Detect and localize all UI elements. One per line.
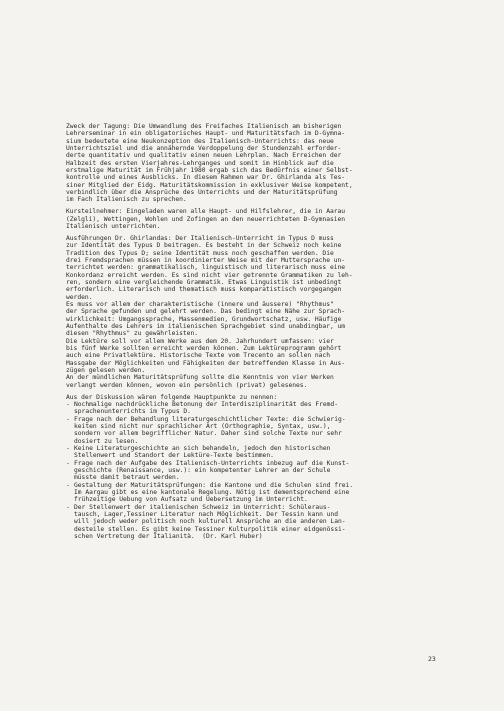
dash-marker: - bbox=[66, 503, 70, 511]
text-line: (Zelgli), Wettingen, Wohlen und Zofingen an den neuerrichteten D-Gymnasien bbox=[66, 215, 346, 223]
text-line: siner Mitglied der Eidg. Maturitätskommission in exklusiver Weise kompetent, bbox=[66, 181, 353, 189]
text-line: Frage nach der Behandlung literaturgeschichtlicher Texte: die Schwierig- bbox=[74, 415, 346, 423]
text-line: bis fünf Werke sollten erreicht werden können. Zum Lektüreprogramm gehört bbox=[66, 344, 342, 352]
text-line: sprachenunterrichts im Typus D. bbox=[74, 408, 191, 416]
text-line: keiten sind nicht nur sprachlicher Art (Orthographie, Syntax, usw.), bbox=[74, 422, 331, 430]
text-line: im Fach Italienisch zu sprechen. bbox=[66, 196, 187, 204]
text-line: kontrolle und eines Ausblicks. In diesem Rahmen war Dr. Ghirlanda als Tes- bbox=[66, 174, 346, 182]
text-line: An der mündlichen Maturitätsprüfung sollte die Kenntnis von vier Werken bbox=[66, 374, 334, 382]
list-item bbox=[66, 416, 462, 445]
text-line: auch eine Privatlektüre. Historische Texte vom Trecento an sollen nach bbox=[66, 352, 330, 360]
text-line: derte quantitativ und qualitativ einen neuen Lehrplan. Nach Erreichen der bbox=[66, 152, 342, 160]
text-line: zügen gelesen werden. bbox=[66, 367, 146, 374]
text-line: Die Lektüre soll vor allem Werke aus dem 20. Jahrhundert umfassen: vier bbox=[66, 337, 334, 345]
dash-marker: - bbox=[66, 415, 70, 423]
text-line: Konkordanz erreicht werden. Es sind nicht vier getrennte Grammatiken zu leh- bbox=[66, 271, 353, 279]
dash-marker: - bbox=[66, 444, 70, 452]
paragraph-purpose bbox=[66, 123, 462, 204]
list-item bbox=[66, 401, 462, 416]
paragraph-remarks bbox=[66, 235, 462, 389]
text-line: Lehrerseminar in ein obligatorisches Haupt- und Maturitätsfach im D-Gymna- bbox=[66, 130, 346, 138]
text-line: Ausführungen Dr. Ghirlandas: Der Italienisch-Unterricht im Typus D muss bbox=[66, 234, 334, 242]
text-line: Unterrichtsziel und die annähernde Verdoppelung der Stundenzahl erforder- bbox=[66, 145, 342, 153]
text-line: geschichte (Renaissance, usw.): ein kompetenter Lehrer an der Schule bbox=[74, 466, 331, 474]
text-line: Italienisch unterrichten. bbox=[66, 222, 161, 230]
discussion-section bbox=[66, 394, 462, 541]
text-line: Kursteilnehmer: Eingeladen waren alle Haupt- und Hilfslehrer, die in Aarau bbox=[66, 208, 346, 216]
list-item bbox=[66, 482, 462, 504]
text-line: der Sprache gefunden und gelehrt werden. Das bedingt eine Nähe zur Sprach- bbox=[66, 308, 346, 316]
text-line: diesen "Rhythmus" zu gewährleisten. bbox=[66, 330, 198, 338]
text-line: Massgabe der Möglichkeiten und Fähigkeiten der betreffenden Klasse in Aus- bbox=[66, 359, 346, 367]
text-line: sium bedeutete eine Neukonzeption des Italienisch-Unterrichts: das neue bbox=[66, 137, 334, 145]
text-line: Frage nach der Aufgabe des Italienisch-Unterrichts inbezug auf die Kunst- bbox=[74, 459, 350, 467]
list-item bbox=[66, 504, 462, 541]
text-line: ren, sondern eine vergleichende Grammatik. Etwas Linguistik ist unbedingt bbox=[66, 278, 342, 286]
text-line: Nochmalige nachdrückliche Betonung der Interdisziplinarität des Fremd- bbox=[74, 400, 338, 408]
text-line: Es muss vor allem der charakteristische (innere und äussere) "Rhythmus" bbox=[66, 300, 334, 308]
text-line: wirklichkeit: Umgangssprache, Massenmedien, Grundwortschatz, usw. Häufige bbox=[66, 315, 342, 323]
text-line: Aufenthalte des Lehrers im italienischen Sprachgebiet sind unabdingbar, um bbox=[66, 322, 346, 330]
text-line: erforderlich. Literarisch und thematisch muss komparatistisch vorgegangen bbox=[66, 286, 342, 294]
dash-marker: - bbox=[66, 459, 70, 467]
text-line: Halbzeit des ersten Vierjahres-Lehrganges und somit im Hinblick auf die bbox=[66, 159, 334, 167]
text-line: schen Vertretung der Italianità. (Dr. Karl Huber) bbox=[74, 533, 263, 541]
text-line: drei Fremdsprachen müssen in koordinierter Weise mit der Muttersprache un- bbox=[66, 256, 346, 264]
text-line: zur Identität des Typus D beitragen. Es besteht in der Schweiz noch keine bbox=[66, 242, 342, 250]
text-line: Tradition des Typus D; seine Identität muss noch geschaffen werden. Die bbox=[66, 249, 334, 257]
text-line: will jedoch weder politisch noch kulturell Ansprüche an die anderen Lan- bbox=[74, 518, 346, 526]
text-line: Der Stellenwert der italienischen Schweiz im Unterricht: Schüleraus- bbox=[74, 503, 331, 511]
paragraph-participants bbox=[66, 208, 462, 230]
text-line: dosiert zu lesen. bbox=[74, 437, 139, 445]
text-line: frühzeitige Uebung von Aufsatz und Uebersetzung im Unterricht. bbox=[74, 496, 308, 504]
discussion-list bbox=[66, 401, 462, 541]
text-line: müsste damit betraut werden. bbox=[74, 474, 180, 482]
text-line: Keine Literaturgeschichte an sich behandeln, jedoch den historischen bbox=[74, 444, 331, 452]
text-line: Gestaltung der Maturitätsprüfungen: die Kantone und die Schulen sind frei. bbox=[74, 481, 354, 489]
text-line: sondern vor allem begrifflicher Natur. Daher sind solche Texte nur sehr bbox=[74, 430, 342, 438]
text-line: verlangt werden können, wovon ein persönlich (privat) gelesenes. bbox=[66, 381, 308, 389]
text-line: Stellenwert und Standort der Lektüre-Texte bestimmen. bbox=[74, 452, 274, 460]
list-item bbox=[66, 445, 462, 460]
dash-marker: - bbox=[66, 400, 70, 408]
discussion-intro: Aus der Diskussion wären folgende Hauptpunkte zu nennen: bbox=[66, 393, 278, 401]
text-line: erstmalige Maturität im Frühjahr 1980 ergab sich das Bedürfnis einer Selbst- bbox=[66, 167, 353, 175]
document-body bbox=[66, 123, 462, 540]
text-line: werden. bbox=[66, 293, 93, 301]
text-line: tausch, Lager,Tessiner Literatur nach Möglichkeit. Der Tessin kann und bbox=[74, 511, 338, 519]
text-line: desteile stellen. Es gibt keine Tessiner Kulturpolitik einer eidgenössi- bbox=[74, 525, 346, 533]
text-line: Zweck der Tagung: Die Umwandlung des Freifaches Italienisch am bisherigen bbox=[66, 123, 342, 130]
page-number: 23 bbox=[428, 655, 436, 663]
text-line: terrichtet werden: grammatikalisch, linguistisch und literarisch muss eine bbox=[66, 264, 346, 272]
text-line: Im Aargau gibt es eine kantonale Regelung. Nötig ist dementsprechend eine bbox=[74, 489, 350, 496]
list-item bbox=[66, 460, 462, 482]
dash-marker: - bbox=[66, 481, 70, 489]
text-line: verbindlich über die Ansprüche des Unterrichts und der Maturitätsprüfung bbox=[66, 189, 338, 197]
